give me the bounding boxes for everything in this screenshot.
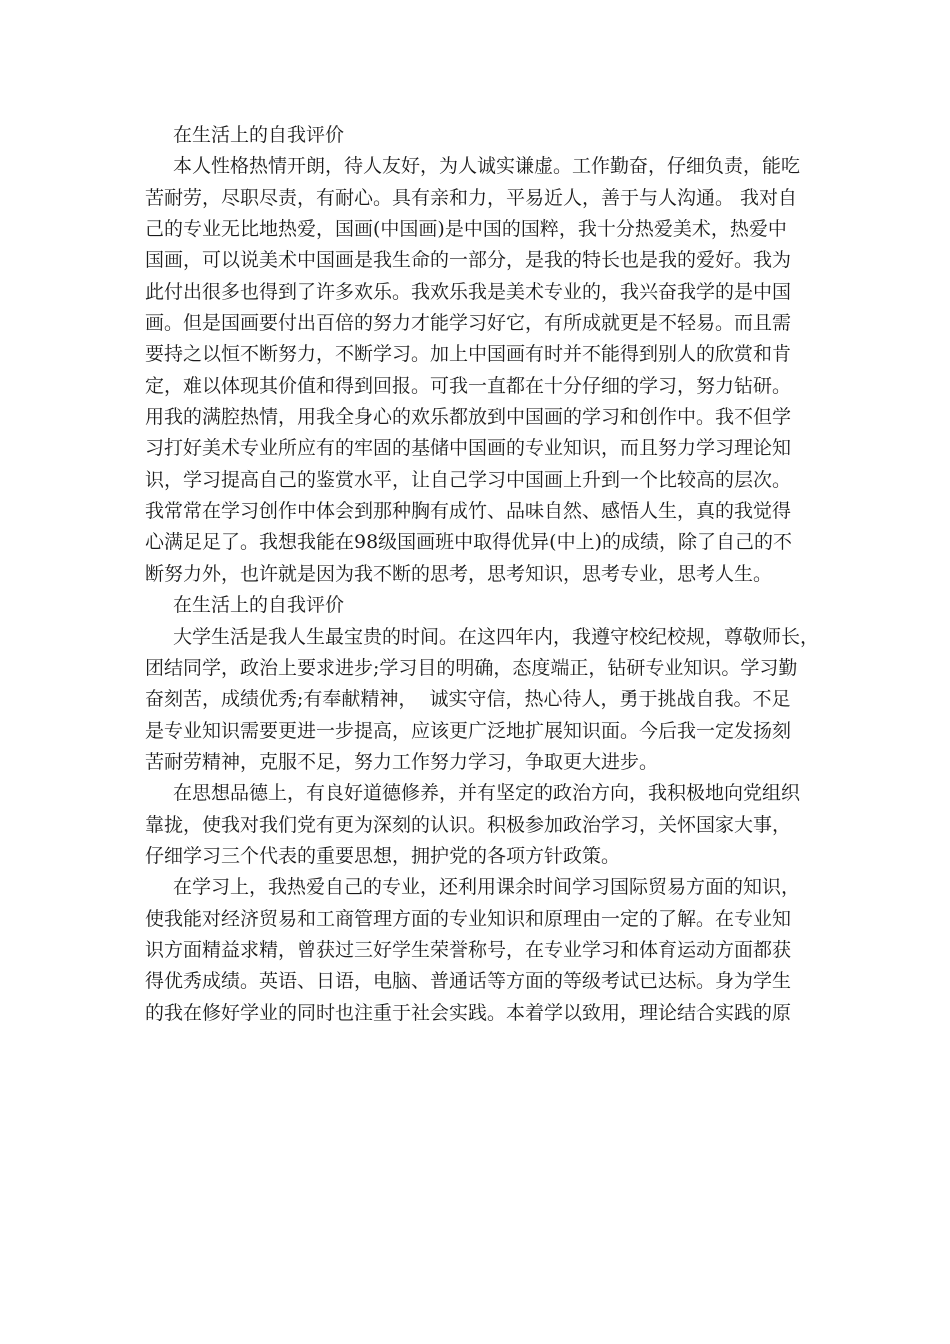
text-line: 是专业知识需要更进一步提高，应该更广泛地扩展知识面。今后我一定发扬刻 <box>145 719 792 742</box>
text-line: 国画，可以说美术中国画是我生命的一部分，是我的特长也是我的爱好。我为 <box>145 249 792 272</box>
document-body <box>145 120 825 1029</box>
text-line: 得优秀成绩。英语、日语，电脑、普通话等方面的等级考试已达标。身为学生 <box>145 970 792 993</box>
text-line: 我常常在学习创作中体会到那种胸有成竹、品味自然、感悟人生，真的我觉得 <box>145 500 792 523</box>
text-line: 用我的满腔热情，用我全身心的欢乐都放到中国画的学习和创作中。我不但学 <box>145 406 792 429</box>
text-line: 仔细学习三个代表的重要思想，拥护党的各项方针政策。 <box>145 844 621 867</box>
text-line: 奋刻苦，成绩优秀;有奉献精神， 诚实守信，热心待人，勇于挑战自我。不足 <box>145 688 791 711</box>
text-line: 苦耐劳精神，克服不足，努力工作努力学习，争取更大进步。 <box>145 750 659 773</box>
paragraph-start-line: 大学生活是我人生最宝贵的时间。在这四年内，我遵守校纪校规，尊敬师长， <box>173 625 820 648</box>
text-line: 要持之以恒不断努力，不断学习。加上中国画有时并不能得到别人的欣赏和肯 <box>145 343 792 366</box>
text-line: 此付出很多也得到了许多欢乐。我欢乐我是美术专业的，我兴奋我学的是中国 <box>145 280 792 303</box>
text-line: 靠拢，使我对我们党有更为深刻的认识。积极参加政治学习，关怀国家大事， <box>145 813 792 836</box>
paragraph-start-line: 在生活上的自我评价 <box>173 594 345 617</box>
paragraph-start-line: 在生活上的自我评价 <box>173 124 345 146</box>
paragraph-start-line: 在思想品德上，有良好道德修养，并有坚定的政治方向，我积极地向党组织 <box>173 782 801 805</box>
text-line: 苦耐劳，尽职尽责，有耐心。具有亲和力，平易近人，善于与人沟通。 我对自 <box>145 186 798 209</box>
text-line: 己的专业无比地热爱，国画(中国画)是中国的国粹，我十分热爱美术，热爱中 <box>145 218 787 241</box>
text-line: 识方面精益求精，曾获过三好学生荣誉称号，在专业学习和体育运动方面都获 <box>145 938 792 961</box>
text-line: 团结同学，政治上要求进步;学习目的明确，态度端正，钻研专业知识。学习勤 <box>145 656 798 679</box>
text-line: 断努力外，也许就是因为我不断的思考，思考知识，思考专业，思考人生。 <box>145 562 773 585</box>
text-line: 的我在修好学业的同时也注重于社会实践。本着学以致用，理论结合实践的原 <box>145 1001 792 1024</box>
text-line: 识，学习提高自己的鉴赏水平，让自己学习中国画上升到一个比较高的层次。 <box>145 468 792 491</box>
text-line: 心满足足了。我想我能在98级国画班中取得优异(中上)的成绩，除了自己的不 <box>145 531 793 554</box>
paragraph-start-line: 在学习上，我热爱自己的专业，还利用课余时间学习国际贸易方面的知识， <box>173 876 801 899</box>
text-line: 定，难以体现其价值和得到回报。可我一直都在十分仔细的学习，努力钻研。 <box>145 374 792 397</box>
text-line: 使我能对经济贸易和工商管理方面的专业知识和原理由一定的了解。在专业知 <box>145 907 792 930</box>
text-line: 画。但是国画要付出百倍的努力才能学习好它，有所成就更是不轻易。而且需 <box>145 312 792 335</box>
text-line: 习打好美术专业所应有的牢固的基储中国画的专业知识，而且努力学习理论知 <box>145 437 792 460</box>
paragraph-start-line: 本人性格热情开朗，待人友好，为人诚实谦虚。工作勤奋，仔细负责，能吃 <box>173 155 801 178</box>
